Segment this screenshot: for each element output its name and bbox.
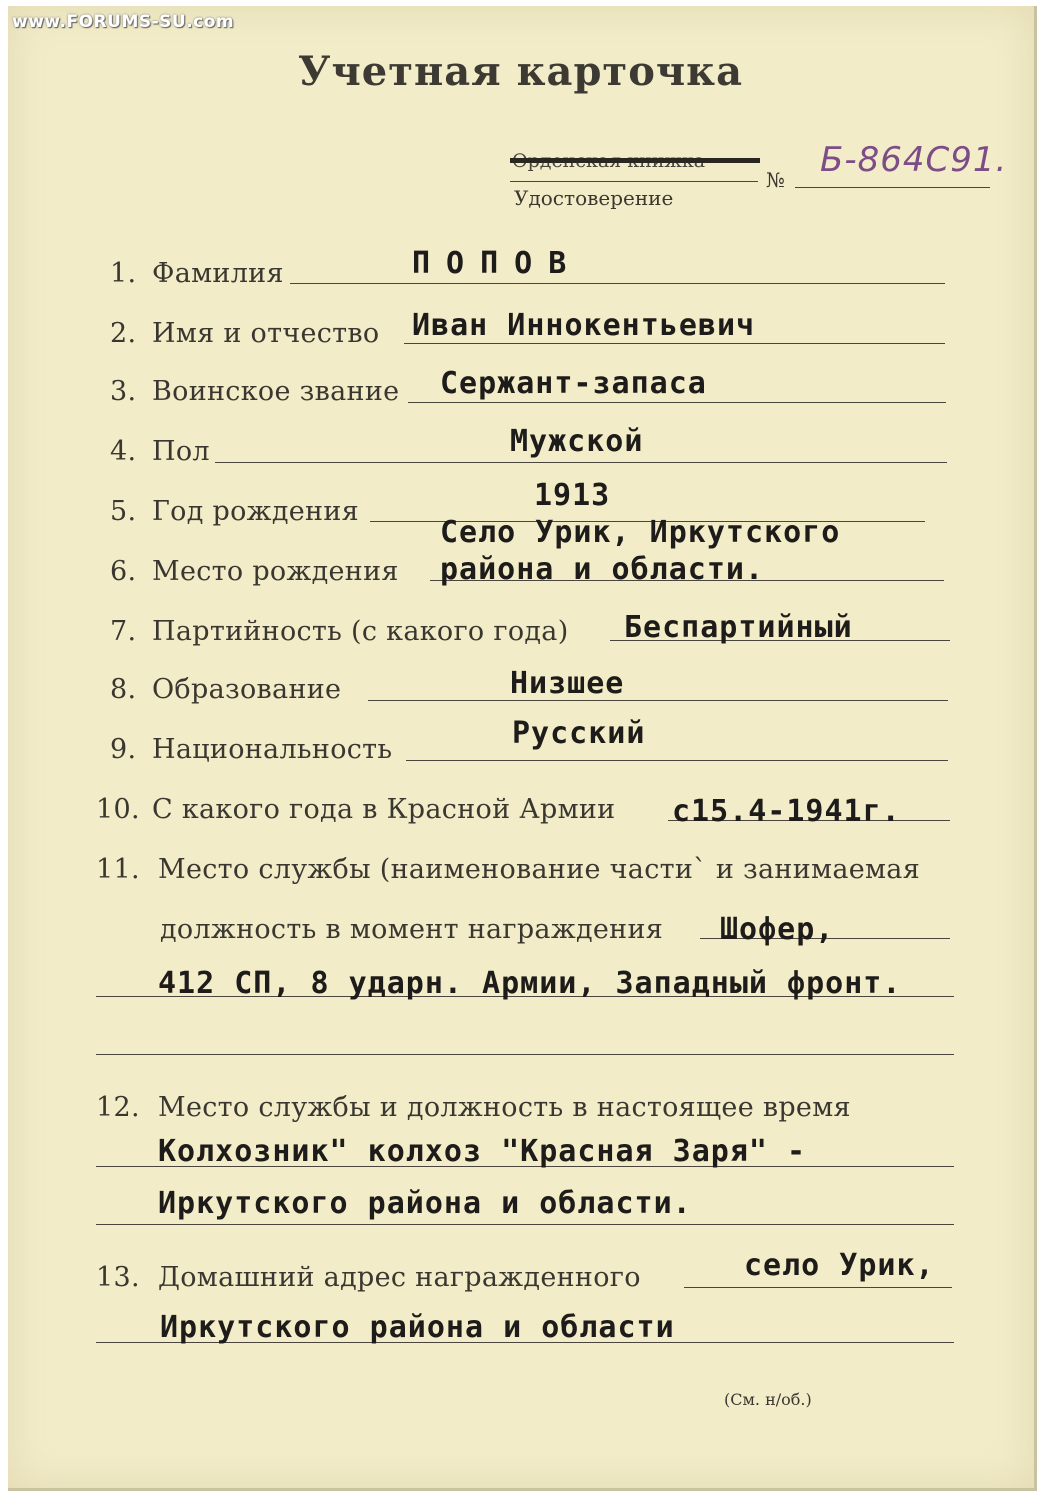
party-value: Беспартийный <box>624 610 853 645</box>
surname-label: Фамилия <box>152 258 284 289</box>
army-since-value: с15.4-1941г. <box>672 794 901 829</box>
sex-label: Пол <box>152 436 210 467</box>
underline <box>96 1054 954 1055</box>
service-place-label-line1: Место службы (наименование части` и занимаемая <box>158 854 921 885</box>
service-place-label-line2: должность в момент награждения <box>160 914 664 945</box>
document-type: Удостоверение <box>514 186 674 210</box>
birth-year-value: 1913 <box>534 478 611 513</box>
army-since-label: С какого года в Красной Армии <box>152 794 616 825</box>
struck-document-type: Орденская книжка <box>512 150 706 172</box>
underline <box>406 760 948 761</box>
see-reverse-note: (См. н/об.) <box>724 1390 812 1409</box>
surname-value: ПОПОВ <box>412 246 583 281</box>
field-number: 7. <box>110 616 137 647</box>
underline <box>408 402 946 403</box>
field-number: 6. <box>110 556 137 587</box>
birthplace-value-line2: района и области. <box>440 552 765 587</box>
current-position-value-line1: Колхозник" колхоз "Красная Заря" - <box>158 1134 807 1169</box>
field-number: 10. <box>96 794 140 825</box>
sex-value: Мужской <box>510 424 644 459</box>
home-address-label: Домашний адрес награжденного <box>158 1262 641 1293</box>
field-number: 4. <box>110 436 137 467</box>
rank-value: Сержант-запаса <box>440 366 707 401</box>
underline <box>215 462 947 463</box>
underline <box>795 187 990 188</box>
card-title: Учетная карточка <box>298 48 743 95</box>
underline <box>290 283 945 284</box>
home-address-value-line2: Иркутского района и области <box>160 1310 675 1345</box>
field-number: 8. <box>110 674 137 705</box>
home-address-value-line1: село Урик, <box>744 1248 935 1283</box>
rank-label: Воинское звание <box>152 376 400 407</box>
name-patronymic-value: Иван Иннокентьевич <box>412 308 756 343</box>
education-label: Образование <box>152 674 342 705</box>
nationality-value: Русский <box>512 716 646 751</box>
nationality-label: Национальность <box>152 734 393 765</box>
field-number: 11. <box>96 854 140 885</box>
serial-number: Б-864С91. <box>820 140 1008 180</box>
name-patronymic-label: Имя и отчество <box>152 318 380 349</box>
birthplace-value-line1: Село Урик, Иркутского <box>440 515 841 550</box>
strike-through-line <box>510 158 760 163</box>
underline <box>510 181 758 182</box>
party-label: Партийность (с какого года) <box>152 616 569 647</box>
current-position-value-line2: Иркутского района и области. <box>158 1186 692 1221</box>
field-number: 13. <box>96 1262 140 1293</box>
underline <box>404 343 945 344</box>
current-position-label: Место службы и должность в настоящее время <box>158 1092 851 1123</box>
number-label: № <box>766 168 785 192</box>
birth-year-label: Год рождения <box>152 496 359 527</box>
field-number: 3. <box>110 376 137 407</box>
field-number: 2. <box>110 318 137 349</box>
underline <box>684 1287 952 1288</box>
service-position-value: Шофер, <box>720 912 835 947</box>
service-unit-value: 412 СП, 8 ударн. Армии, Западный фронт. <box>158 966 902 1001</box>
underline <box>368 700 948 701</box>
field-number: 12. <box>96 1092 140 1123</box>
watermark: www.FORUMS-SU.com <box>12 12 235 32</box>
education-value: Низшее <box>510 666 625 701</box>
underline <box>96 1224 954 1225</box>
field-number: 5. <box>110 496 137 527</box>
field-number: 1. <box>110 258 137 289</box>
field-number: 9. <box>110 734 137 765</box>
birthplace-label: Место рождения <box>152 556 399 587</box>
